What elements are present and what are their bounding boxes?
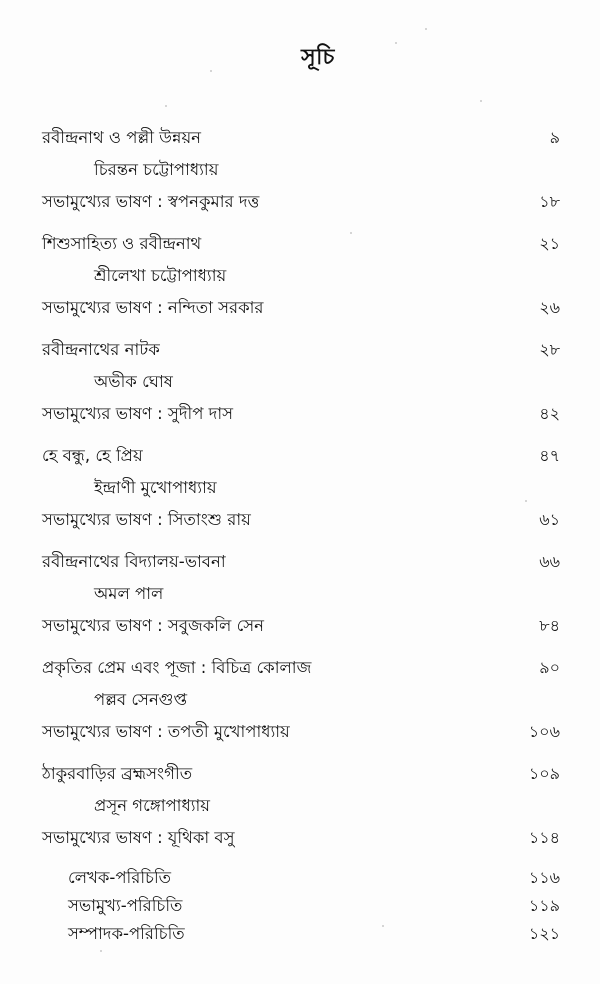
entry-author: অমল পাল xyxy=(94,584,164,603)
entry-speech: সভামুখ্যের ভাষণ : তপতী মুখোপাধ্যায় xyxy=(42,722,290,741)
entry-page-number: ১১৯ xyxy=(528,896,560,915)
toc-entry-title[interactable] xyxy=(42,334,562,366)
entry-title: শিশুসাহিত্য ও রবীন্দ্রনাথ xyxy=(42,234,202,253)
toc-entry-speech[interactable] xyxy=(42,186,562,218)
entry-title: রবীন্দ্রনাথ ও পল্লী উন্নয়ন xyxy=(42,128,202,147)
entry-title: ঠাকুরবাড়ির ব্রহ্মসংগীত xyxy=(42,764,193,783)
entry-author: চিরন্তন চট্টোপাধ্যায় xyxy=(94,160,219,179)
toc-entry-author xyxy=(42,472,562,504)
entry-page-number: ২৮ xyxy=(539,340,560,359)
toc-appendix-entry[interactable] xyxy=(42,892,562,920)
entry-speech: সভামুখ্যের ভাষণ : স্বপনকুমার দত্ত xyxy=(42,192,260,211)
toc-entry-speech[interactable] xyxy=(42,716,562,748)
toc-entry-title[interactable] xyxy=(42,758,562,790)
entry-page-number: ১৮ xyxy=(539,192,560,211)
entry-page-number: ৬৬ xyxy=(539,552,560,571)
toc-section-5 xyxy=(42,546,562,642)
toc-entry-author xyxy=(42,366,562,398)
entry-page-number: ১০৯ xyxy=(528,764,560,783)
entry-author: পল্লব সেনগুপ্ত xyxy=(94,690,188,709)
entry-author: প্রসূন গঙ্গোপাধ্যায় xyxy=(94,796,211,815)
toc-appendix xyxy=(42,864,562,948)
toc-section-6 xyxy=(42,652,562,748)
page-title: সূচি xyxy=(301,45,335,70)
toc-appendix-entry[interactable] xyxy=(42,864,562,892)
entry-title: হে বন্ধু, হে প্রিয় xyxy=(42,446,143,465)
toc-entry-title[interactable] xyxy=(42,652,562,684)
toc-section-7 xyxy=(42,758,562,854)
toc-entry-author xyxy=(42,260,562,292)
entry-speech: সভামুখ্যের ভাষণ : নন্দিতা সরকার xyxy=(42,298,264,317)
entry-page-number: ১১৬ xyxy=(528,868,560,887)
entry-page-number: ৪৭ xyxy=(539,446,560,465)
entry-author: অভীক ঘোষ xyxy=(94,372,173,391)
toc-entry-author xyxy=(42,790,562,822)
entry-speech: সভামুখ্যের ভাষণ : সিতাংশু রায় xyxy=(42,510,251,529)
toc-entry-title[interactable] xyxy=(42,440,562,472)
entry-speech: সভামুখ্যের ভাষণ : সবুজকলি সেন xyxy=(42,616,265,635)
entry-author: ইন্দ্রাণী মুখোপাধ্যায় xyxy=(94,478,217,497)
toc-entry-speech[interactable] xyxy=(42,822,562,854)
toc-entry-title[interactable] xyxy=(42,122,562,154)
toc-entry-speech[interactable] xyxy=(42,610,562,642)
toc-entry-title[interactable] xyxy=(42,546,562,578)
table-of-contents xyxy=(42,122,562,948)
entry-title: প্রকৃতির প্রেম এবং পূজা : বিচিত্র কোলাজ xyxy=(42,658,312,677)
toc-entry-author xyxy=(42,578,562,610)
toc-entry-speech[interactable] xyxy=(42,398,562,430)
entry-speech: সভামুখ্যের ভাষণ : যূথিকা বসু xyxy=(42,828,235,847)
toc-entry-title[interactable] xyxy=(42,228,562,260)
toc-section-1 xyxy=(42,122,562,218)
toc-entry-speech[interactable] xyxy=(42,292,562,324)
toc-entry-author xyxy=(42,154,562,186)
entry-page-number: ১০৬ xyxy=(528,722,560,741)
toc-entry-author xyxy=(42,684,562,716)
entry-page-number: ২১ xyxy=(539,234,560,253)
entry-page-number: ৪২ xyxy=(539,404,560,423)
entry-title: রবীন্দ্রনাথের বিদ্যালয়-ভাবনা xyxy=(42,552,226,571)
entry-page-number: ৬১ xyxy=(539,510,560,529)
toc-section-4 xyxy=(42,440,562,536)
entry-page-number: ১২১ xyxy=(528,924,560,943)
appendix-label: সম্পাদক-পরিচিতি xyxy=(68,924,185,943)
entry-title: রবীন্দ্রনাথের নাটক xyxy=(42,340,160,359)
entry-author: শ্রীলেখা চট্টোপাধ্যায় xyxy=(94,266,227,285)
entry-page-number: ৯০ xyxy=(539,658,560,677)
entry-page-number: ২৬ xyxy=(539,298,560,317)
toc-entry-speech[interactable] xyxy=(42,504,562,536)
entry-page-number: ৯ xyxy=(549,128,560,147)
entry-page-number: ৮৪ xyxy=(539,616,560,635)
entry-page-number: ১১৪ xyxy=(528,828,560,847)
entry-speech: সভামুখ্যের ভাষণ : সুদীপ দাস xyxy=(42,404,234,423)
toc-section-3 xyxy=(42,334,562,430)
toc-appendix-entry[interactable] xyxy=(42,920,562,948)
toc-section-2 xyxy=(42,228,562,324)
appendix-label: লেখক-পরিচিতি xyxy=(68,868,172,887)
appendix-label: সভামুখ্য-পরিচিতি xyxy=(68,896,183,915)
